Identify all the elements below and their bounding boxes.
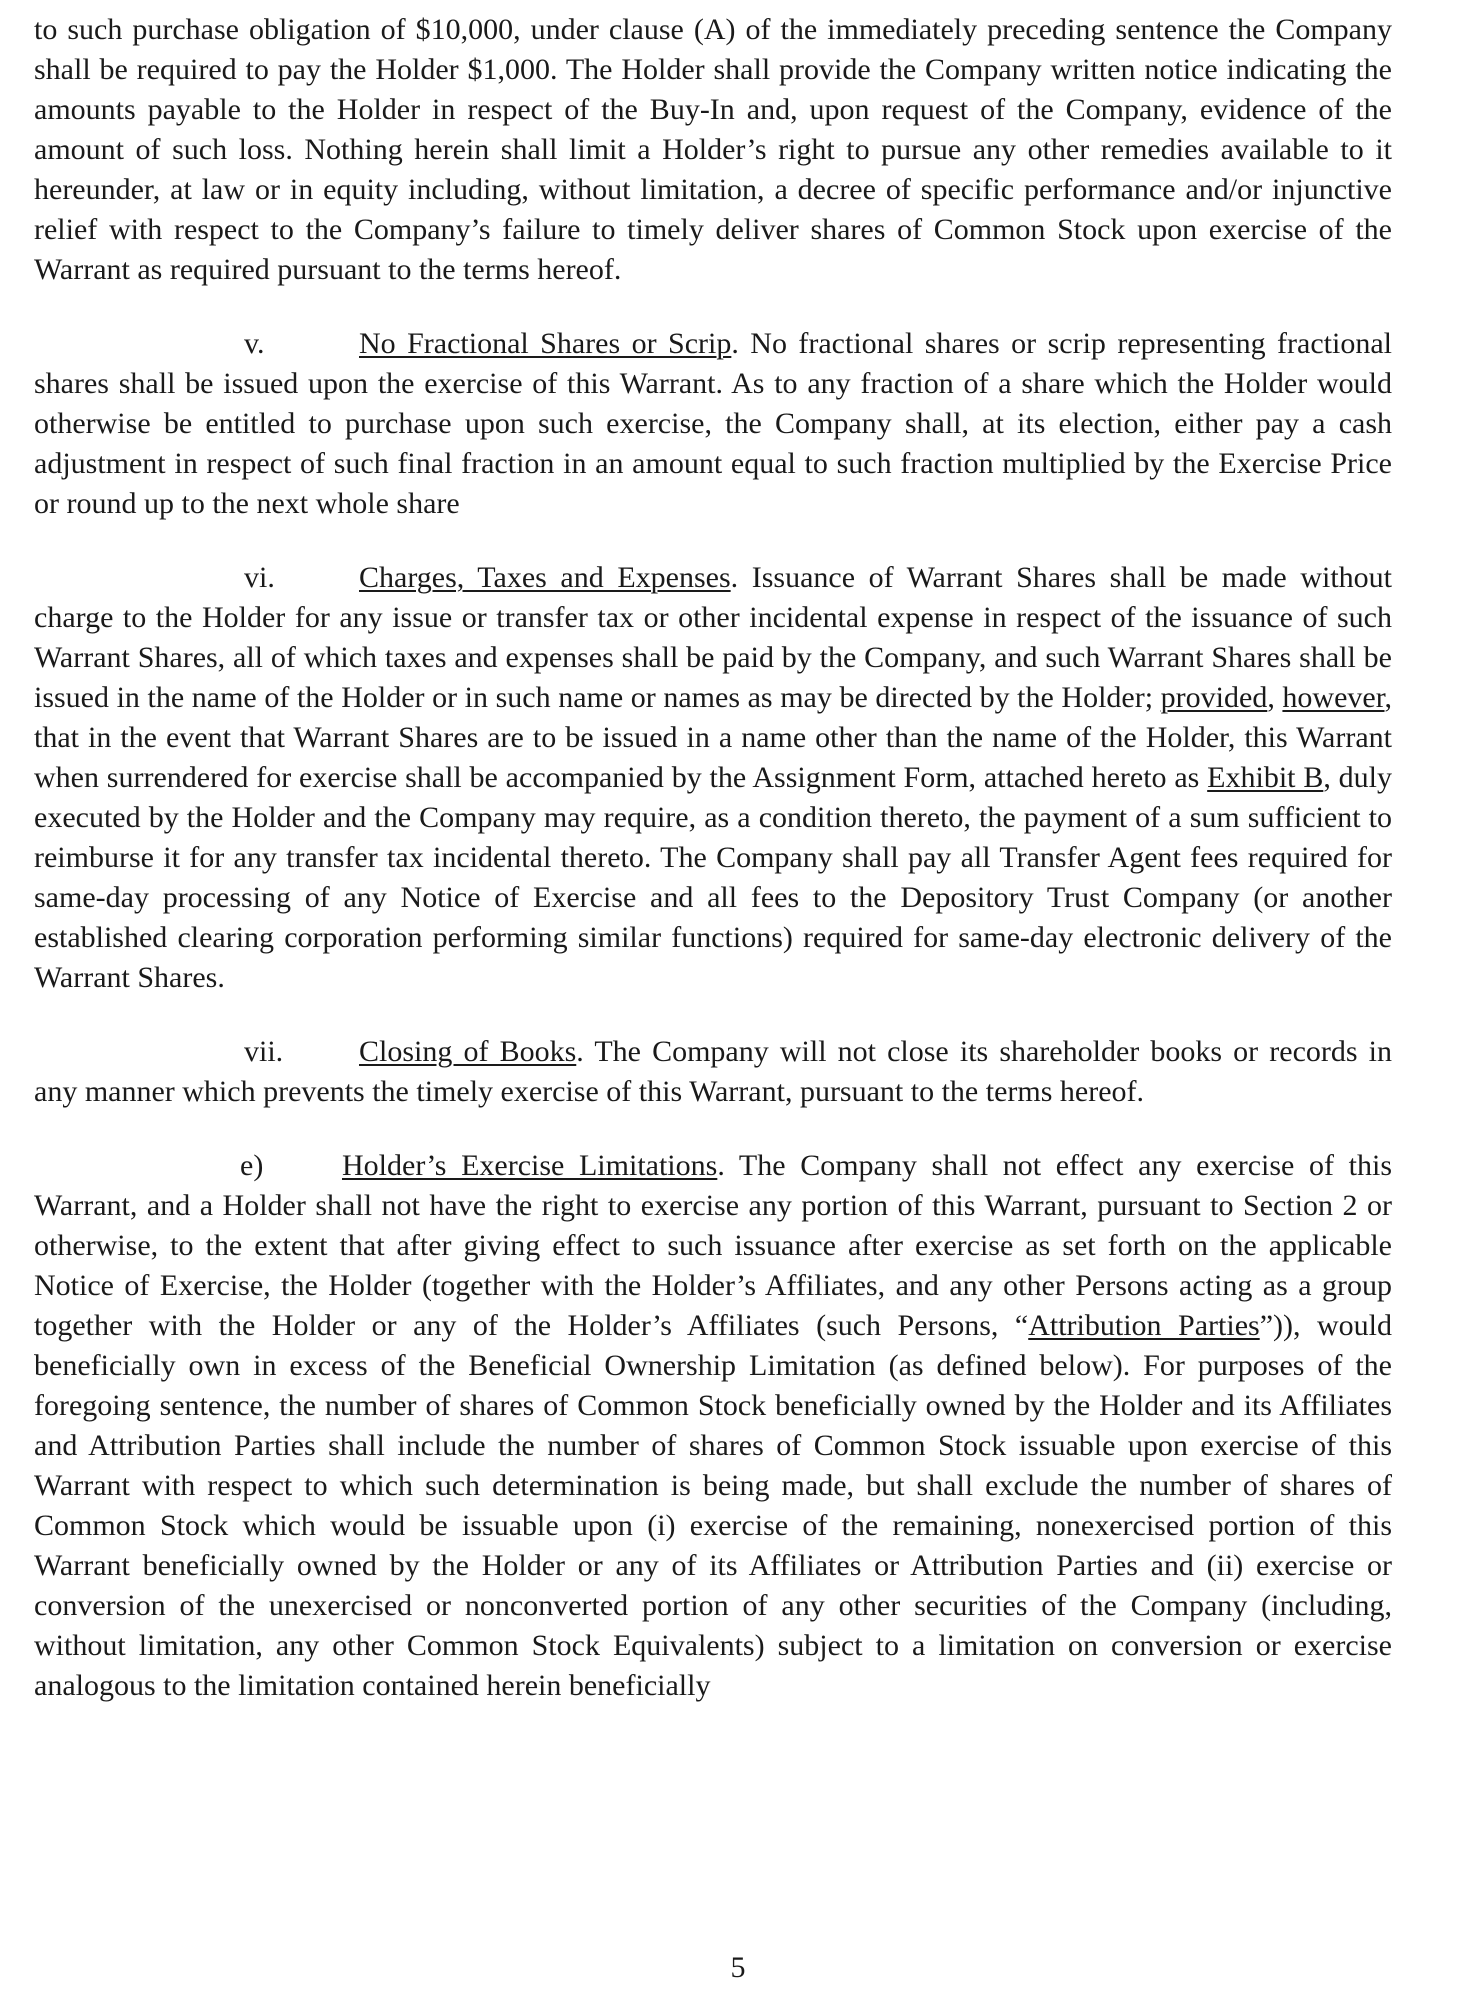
section-v-paragraph (34, 324, 1392, 524)
section-e-text-2: ”)), would beneficially own in excess of the Beneficial Ownership Limitation (as defined below). For purposes of the foregoing sentence, the number of shares of Common Stock beneficially owned by the Holder and its Affiliates and Attribution Parties shall include the number of shares of Common Stock issuable upon exercise of this Warrant with respect to which such determination is being made, but shall exclude the number of shares of Common Stock which would be issuable upon (i) exercise of the remaining, nonexercised portion of this Warrant beneficially owned by the Holder or any of its Affiliates or Attribution Parties and (ii) exercise or conversion of the unexercised or nonconverted portion of any other securities of the Company (including, without limitation, any other Common Stock Equivalents) subject to a limitation on conversion or exercise analogous to the limitation contained herein beneficially (34, 1309, 1393, 1702)
paragraph-spacer (34, 290, 1392, 324)
intro-text: to such purchase obligation of $10,000, under clause (A) of the immediately preceding sentence the Company shall be required to pay the Holder $1,000. The Holder shall provide the Company written notice indicating the amounts payable to the Holder in respect of the Buy-In and, upon request of the Company, evidence of the amount of such loss. Nothing herein shall limit a Holder’s right to pursue any other remedies available to it hereunder, at law or in equity including, without limitation, a decree of specific performance and/or injunctive relief with respect to the Company’s failure to timely deliver shares of Common Stock upon exercise of the Warrant as required pursuant to the terms hereof. (34, 13, 1392, 286)
section-e-paragraph (34, 1146, 1392, 1706)
section-v-marker: v. (244, 327, 265, 360)
term-provided: provided (1160, 681, 1268, 714)
section-e-marker: e) (240, 1149, 264, 1182)
document-page (34, 10, 1392, 1706)
section-vi-heading: Charges, Taxes and Expenses (359, 561, 731, 594)
term-attribution-parties: Attribution Parties (1028, 1309, 1260, 1342)
section-vii-paragraph (34, 1032, 1392, 1112)
term-however: however (1282, 681, 1385, 714)
section-vii-marker: vii. (244, 1035, 284, 1068)
section-v-text: . No fractional shares or scrip representing fractional shares shall be issued upon the exercise of this Warrant. As to any fraction of a share which the Holder would otherwise be entitled to purchase upon such exercise, the Company shall, at its election, either pay a cash adjustment in respect of such final fraction in an amount equal to such fraction multiplied by the Exercise Price or round up to the next whole share (34, 327, 1392, 520)
paragraph-spacer (34, 1112, 1392, 1146)
page-number: 5 (730, 1951, 746, 1984)
section-vi-text-3: , that in the event that Warrant Shares are to be issued in a name other than the name of the Holder, this Warrant when surrendered for exercise shall be accompanied by the Assignment Form, attached hereto as (34, 681, 1393, 794)
intro-paragraph (34, 10, 1392, 290)
paragraph-spacer (34, 524, 1392, 558)
section-e-heading: Holder’s Exercise Limitations (342, 1149, 718, 1182)
section-vi-text-2: , (1267, 681, 1283, 714)
section-e-text-1: . The Company shall not effect any exercise of this Warrant, and a Holder shall not have the right to exercise any portion of this Warrant, pursuant to Section 2 or otherwise, to the extent that after giving effect to such issuance after exercise as set forth on the applicable Notice of Exercise, the Holder (together with the Holder’s Affiliates, and any other Persons acting as a group together with the Holder or any of the Holder’s Affiliates (such Persons, “ (34, 1149, 1392, 1342)
section-vi-marker: vi. (244, 561, 275, 594)
section-v-heading: No Fractional Shares or Scrip (359, 327, 732, 360)
paragraph-spacer (34, 998, 1392, 1032)
section-vi-text-1: . Issuance of Warrant Shares shall be made without charge to the Holder for any issue or transfer tax or other incidental expense in respect of the issuance of such Warrant Shares, all of which taxes and expenses shall be paid by the Company, and such Warrant Shares shall be issued in the name of the Holder or in such name or names as may be directed by the Holder; (34, 561, 1392, 714)
section-vii-heading: Closing of Books (359, 1035, 577, 1068)
term-exhibit-b: Exhibit B (1207, 761, 1324, 794)
section-vi-paragraph (34, 558, 1392, 998)
section-vi-text-4: , duly executed by the Holder and the Company may require, as a condition thereto, the payment of a sum sufficient to reimburse it for any transfer tax incidental thereto. The Company shall pay all Transfer Agent fees required for same-day processing of any Notice of Exercise and all fees to the Depository Trust Company (or another established clearing corporation performing similar functions) required for same-day electronic delivery of the Warrant Shares. (34, 761, 1392, 994)
section-vii-text: . The Company will not close its shareholder books or records in any manner which prevents the timely exercise of this Warrant, pursuant to the terms hereof. (34, 1035, 1392, 1108)
